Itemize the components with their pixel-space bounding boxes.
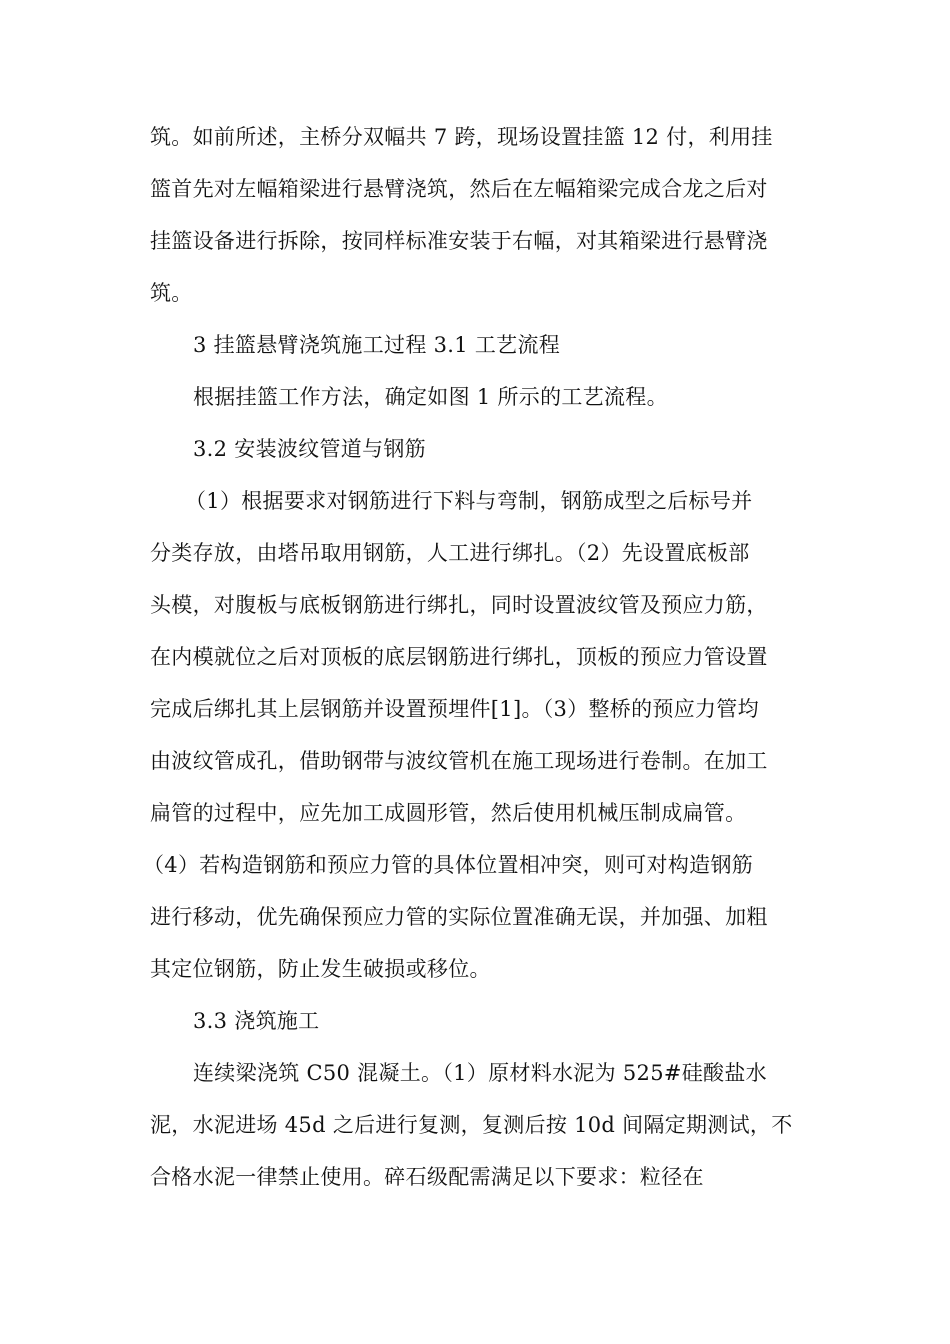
text-line: [0, 226, 950, 278]
line-text: 进行移动，优先确保预应力管的实际位置准确无误，并加强、加粗: [150, 905, 768, 929]
line-text: 完成后绑扎其上层钢筋并设置预埋件[1]。（3）整桥的预应力管均: [150, 697, 759, 721]
text-line: [0, 642, 950, 694]
text-line: [0, 174, 950, 226]
line-text: 根据挂篮工作方法，确定如图 1 所示的工艺流程。: [193, 385, 668, 409]
text-line: [0, 798, 950, 850]
section-heading: [0, 434, 950, 486]
text-line: [0, 382, 950, 434]
text-line: [0, 954, 950, 1006]
text-line: [0, 278, 950, 330]
line-text: 挂篮设备进行拆除，按同样标准安装于右幅，对其箱梁进行悬臂浇: [150, 229, 768, 253]
text-line: [0, 694, 950, 746]
line-text: 3.3 浇筑施工: [193, 1009, 320, 1033]
text-line: [0, 122, 950, 174]
line-text: 头模，对腹板与底板钢筋进行绑扎，同时设置波纹管及预应力筋，: [150, 593, 768, 617]
line-text: 在内模就位之后对顶板的底层钢筋进行绑扎，顶板的预应力管设置: [150, 645, 768, 669]
line-text: 3.2 安装波纹管道与钢筋: [193, 437, 426, 461]
text-line: [0, 538, 950, 590]
line-text: 3 挂篮悬臂浇筑施工过程 3.1 工艺流程: [193, 333, 561, 357]
text-line: [0, 1058, 950, 1110]
text-line: [0, 902, 950, 954]
text-line: [0, 1110, 950, 1162]
line-text: 筑。如前所述，主桥分双幅共 7 跨，现场设置挂篮 12 付，利用挂: [150, 125, 773, 149]
line-text: （1）根据要求对钢筋进行下料与弯制，钢筋成型之后标号并: [185, 489, 753, 513]
line-text: 泥，水泥进场 45d 之后进行复测，复测后按 10d 间隔定期测试，不: [150, 1113, 793, 1137]
text-line: [0, 486, 950, 538]
text-line: [0, 590, 950, 642]
line-text: （4）若构造钢筋和预应力管的具体位置相冲突，则可对构造钢筋: [143, 853, 754, 877]
section-heading: [0, 1006, 950, 1058]
line-text: 连续梁浇筑 C50 混凝土。（1）原材料水泥为 525#硅酸盐水: [193, 1061, 767, 1085]
line-text: 分类存放，由塔吊取用钢筋，人工进行绑扎。（2）先设置底板部: [150, 541, 750, 565]
line-text: 篮首先对左幅箱梁进行悬臂浇筑，然后在左幅箱梁完成合龙之后对: [150, 177, 768, 201]
section-heading: [0, 330, 950, 382]
line-text: 扁管的过程中，应先加工成圆形管，然后使用机械压制成扁管。: [150, 801, 747, 825]
line-text: 筑。: [150, 281, 193, 305]
text-line: [0, 1162, 950, 1214]
line-text: 合格水泥一律禁止使用。碎石级配需满足以下要求：粒径在: [150, 1165, 704, 1189]
line-text: 由波纹管成孔，借助钢带与波纹管机在施工现场进行卷制。在加工: [150, 749, 768, 773]
line-text: 其定位钢筋，防止发生破损或移位。: [150, 957, 491, 981]
text-line: [0, 850, 950, 902]
text-line: [0, 746, 950, 798]
